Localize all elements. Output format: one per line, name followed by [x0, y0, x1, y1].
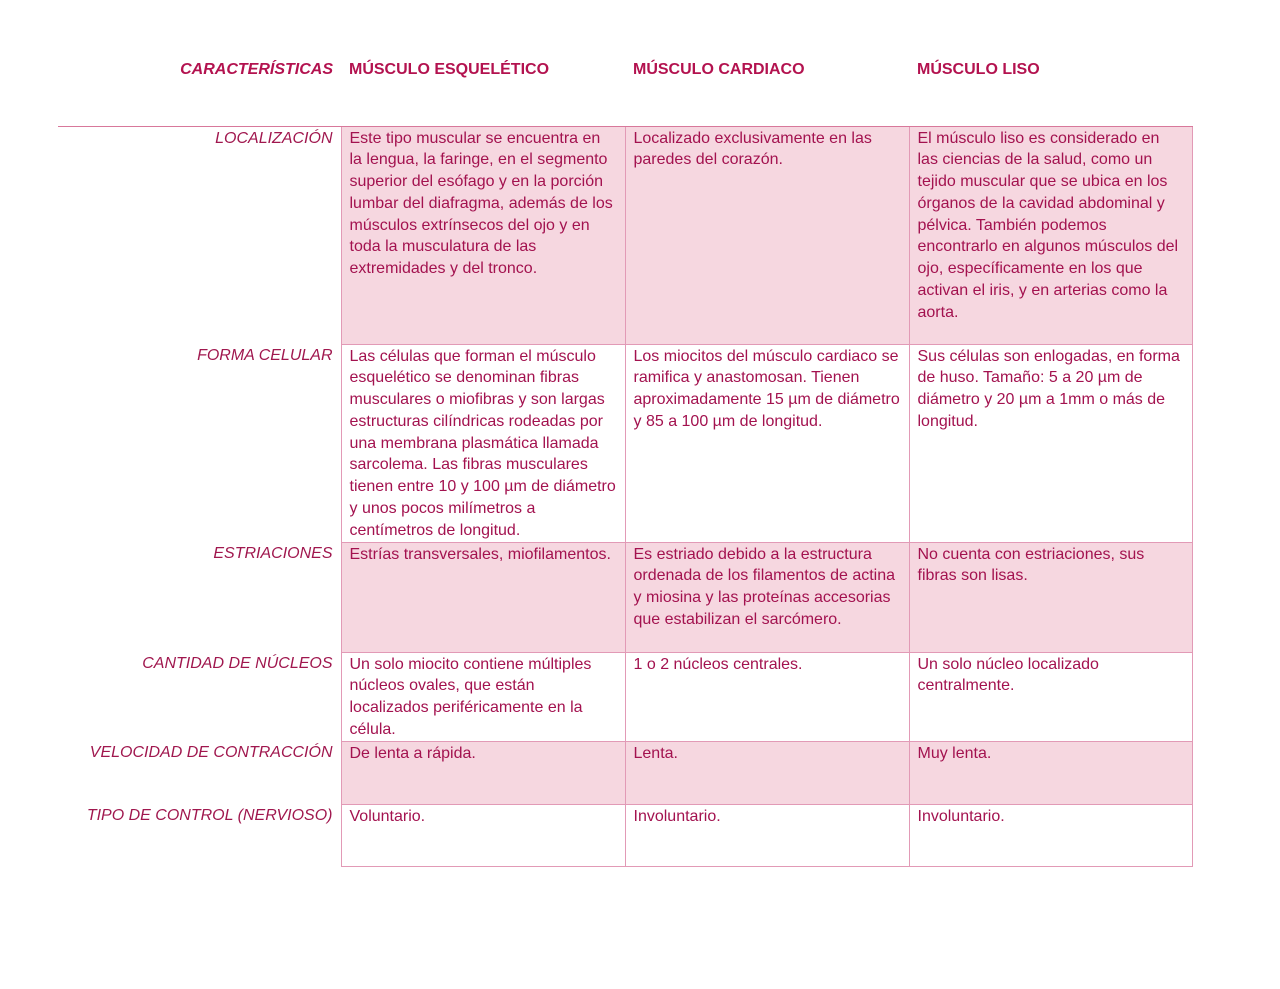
cell-skeletal-forma-celular: Las células que forman el músculo esquelético se denominan fibras musculares o miofibras y son largas estructuras cilíndricas rodeadas por una membrana plasmática llamada sarcolema. Las fibras musculares tienen entre 10 y 100 µm de diámetro y unos pocos milímetros a centímetros de longitud. [341, 344, 625, 542]
row-label-estriaciones: ESTRIACIONES [213, 545, 333, 563]
cell-skeletal-tipo-control: Voluntario. [341, 804, 625, 866]
header-cardiac-muscle: MÚSCULO CARDIACO [625, 55, 909, 126]
cell-cardiac-velocidad-contraccion: Lenta. [625, 741, 909, 804]
table-row [58, 344, 1192, 542]
muscle-comparison-table [58, 55, 1193, 867]
table-row [58, 542, 1192, 652]
header-smooth-muscle: MÚSCULO LISO [909, 55, 1192, 126]
table-row [58, 652, 1192, 741]
cell-smooth-cantidad-nucleos: Un solo núcleo localizado centralmente. [909, 652, 1192, 741]
cell-skeletal-cantidad-nucleos: Un solo miocito contiene múltiples núcleos ovales, que están localizados periféricamente en la célula. [341, 652, 625, 741]
row-label-velocidad-contraccion: VELOCIDAD DE CONTRACCIÓN [89, 744, 333, 762]
table-header-row [58, 55, 1192, 126]
row-label-tipo-control: TIPO DE CONTROL (NERVIOSO) [86, 807, 333, 825]
cell-skeletal-localizacion: Este tipo muscular se encuentra en la lengua, la faringe, en el segmento superior del esófago y en la porción lumbar del diafragma, además de los músculos extrínsecos del ojo y en toda la musculatura de las extremidades y del tronco. [341, 126, 625, 344]
row-label-localizacion: LOCALIZACIÓN [58, 126, 341, 344]
row-label-forma-celular: FORMA CELULAR [197, 347, 333, 364]
cell-smooth-estriaciones: No cuenta con estriaciones, sus fibras son lisas. [909, 542, 1192, 652]
table-row [58, 804, 1192, 866]
cell-smooth-forma-celular: Sus células son enlogadas, en forma de huso. Tamaño: 5 a 20 µm de diámetro y 20 µm a 1mm o más de longitud. [909, 344, 1192, 542]
cell-cardiac-estriaciones: Es estriado debido a la estructura ordenada de los filamentos de actina y miosina y las proteínas accesorias que estabilizan el sarcómero. [625, 542, 909, 652]
header-characteristics: CARACTERÍSTICAS [58, 55, 341, 126]
header-skeletal-muscle: MÚSCULO ESQUELÉTICO [341, 55, 625, 126]
table-row [58, 126, 1192, 344]
cell-skeletal-estriaciones: Estrías transversales, miofilamentos. [341, 542, 625, 652]
cell-cardiac-forma-celular: Los miocitos del músculo cardiaco se ramifica y anastomosan. Tienen aproximadamente 15 µm de diámetro y 85 a 100 µm de longitud. [625, 344, 909, 542]
cell-smooth-localizacion: El músculo liso es considerado en las ciencias de la salud, como un tejido muscular que se ubica en los órganos de la cavidad abdominal y pélvica. También podemos encontrarlo en algunos músculos del ojo, específicamente en los que activan el iris, y en arterias como la aorta. [909, 126, 1192, 344]
cell-cardiac-cantidad-nucleos: 1 o 2 núcleos centrales. [625, 652, 909, 741]
cell-cardiac-tipo-control: Involuntario. [625, 804, 909, 866]
cell-smooth-tipo-control: Involuntario. [909, 804, 1192, 866]
cell-skeletal-velocidad-contraccion: De lenta a rápida. [341, 741, 625, 804]
cell-smooth-velocidad-contraccion: Muy lenta. [909, 741, 1192, 804]
cell-cardiac-localizacion: Localizado exclusivamente en las paredes del corazón. [625, 126, 909, 344]
table-row [58, 741, 1192, 804]
row-label-cantidad-nucleos: CANTIDAD DE NÚCLEOS [142, 655, 333, 673]
